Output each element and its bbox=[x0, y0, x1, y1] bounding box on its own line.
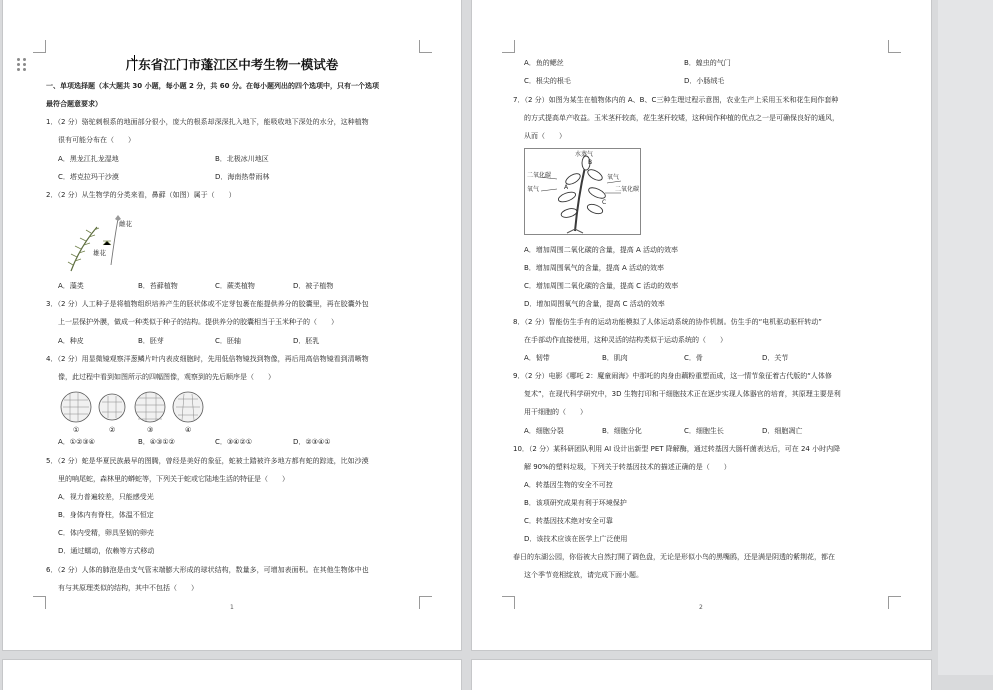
fig7-label-c: C bbox=[602, 199, 607, 206]
q8-option-c: C．骨 bbox=[684, 354, 703, 362]
fig7-label-vapor: 水蒸气 bbox=[575, 151, 594, 158]
fig4-mark-2: ② bbox=[109, 426, 116, 434]
q3-option-c: C．胚轴 bbox=[215, 337, 241, 345]
crop-mark-bl bbox=[33, 596, 46, 609]
passage-intro-cont: 这个季节竞相绽放，请完成下面小题。 bbox=[524, 571, 643, 579]
q10-option-b: B．该项研究成果有利于环境保护 bbox=[524, 499, 627, 507]
fig7-label-co2-right: 二氧化碳 bbox=[615, 186, 640, 193]
q8-stem: 8．（2 分）智能仿生手有的运动功能模拟了人体运动系统的协作机制。仿生手的“电机驱动驱杆转动” bbox=[513, 318, 822, 326]
q6-option-d: D．小肠绒毛 bbox=[684, 77, 725, 85]
q3-option-d: D．胚乳 bbox=[293, 337, 320, 345]
q9-stem: 9．（2 分）电影《哪吒 2：魔童闹海》中那吒的肉身由藕粉重塑而成，这一情节象征着古代版的“人体修 bbox=[513, 372, 832, 380]
fig2-label-female: 雌花 bbox=[119, 220, 132, 228]
crop-mark-tr bbox=[419, 40, 432, 53]
q8-stem-cont: 在手部动作直接使用，这种灵活的结构类似于运动系统的（ ） bbox=[524, 336, 727, 344]
page-number-2: 2 bbox=[699, 604, 703, 611]
fig4-mark-4: ④ bbox=[185, 426, 192, 434]
section-heading-cont: 最符合题意要求） bbox=[46, 100, 102, 108]
q10-stem-cont: 解 90%的塑料垃圾，下列关于转基因技术的描述正确的是（ ） bbox=[524, 463, 731, 471]
page-4-preview bbox=[472, 660, 931, 690]
right-gutter bbox=[938, 0, 993, 675]
q9-stem-cont2: 用干细胞的（ ） bbox=[524, 408, 587, 416]
q5-option-d: D．通过蠕动，依赖等方式移动 bbox=[58, 547, 155, 555]
q7-stem: 7．（2 分）如图为某生在植物体内的 A、B、C三种生理过程示意图，农业生产上采用玉米和花生间作套种 bbox=[513, 96, 839, 104]
q9-option-a: A．细胞分裂 bbox=[524, 427, 564, 435]
q8-option-d: D．关节 bbox=[762, 354, 789, 362]
q10-option-a: A．转基因生物的安全不可控 bbox=[524, 481, 613, 489]
q3-option-b: B．胚芽 bbox=[138, 337, 164, 345]
q8-option-b: B．肌肉 bbox=[602, 354, 628, 362]
q5-option-c: C．体内受精，卵具坚韧的卵壳 bbox=[58, 529, 154, 537]
q1-option-b: B．北极冰川地区 bbox=[215, 155, 269, 163]
q5-stem: 5．（2 分）蛇是华夏民族最早的图腾，曾经是美好的象征，蛇被土踏被许多地方都有蛇的踪迹，比如沙漠 bbox=[46, 457, 369, 465]
q2-option-a: A．藻类 bbox=[58, 282, 84, 290]
q6-stem: 6．（2 分）人体的肺泡是由支气管末端膨大形成的球状结构，数量多，可增加表面积。在其他生物体中也 bbox=[46, 566, 369, 574]
q9-stem-cont1: 复术”，在现代科学研究中，3D 生物打印和干细胞技术正在逐步实现人体器官的培育，其原理主要是利 bbox=[524, 390, 841, 398]
q10-option-d: D．该技术应该在医学上广泛使用 bbox=[524, 535, 628, 543]
crop-mark-br bbox=[888, 596, 901, 609]
plant-figure bbox=[524, 148, 641, 235]
q7-option-a: A．增加周围二氧化碳的含量，提高 A 活动的效率 bbox=[524, 246, 679, 254]
fig7-label-o2-left: 氧气 bbox=[527, 186, 540, 193]
q7-stem-cont1: 的方式提高单产收益。玉米茎秆较高，花生茎秆较矮，这种间作种植的优点之一是可确保良好的通风， bbox=[524, 114, 839, 122]
q1-option-a: A．黑龙江扎龙湿地 bbox=[58, 155, 119, 163]
q7-option-c: C．增加周围二氧化碳的含量，提高 C 活动的效率 bbox=[524, 282, 679, 290]
q2-option-d: D．被子植物 bbox=[293, 282, 334, 290]
q6-option-a: A．鱼的鳃丝 bbox=[524, 59, 564, 67]
q9-option-d: D．细胞凋亡 bbox=[762, 427, 803, 435]
q4-stem-cont: 像，此过程中看到如图所示的四幅图像，观察到的先后顺序是（ ） bbox=[58, 373, 275, 381]
page-3-preview bbox=[3, 660, 461, 690]
q5-stem-cont: 里的响尾蛇，森林里的蟒蛇等，下列关于蛇或它陆地生活的特征是（ ） bbox=[58, 475, 289, 483]
q4-option-d: D．②③④① bbox=[293, 438, 331, 446]
q1-stem-cont: 很有可能分布在（ ） bbox=[58, 136, 135, 144]
q1-stem: 1．（2 分）骆驼刺根系的地面部分很小，庞大的根系却深深扎入地下，能吸收地下深处的水分，这种植物 bbox=[46, 118, 369, 126]
q5-option-b: B．身体内有脊柱，体温不恒定 bbox=[58, 511, 154, 519]
q7-option-b: B．增加周围氧气的含量，提高 A 活动的效率 bbox=[524, 264, 665, 272]
q5-option-a: A．视力普遍较差，只能感受光 bbox=[58, 493, 154, 501]
crop-mark-bl bbox=[502, 596, 515, 609]
q2-stem: 2．（2 分）从生物学的分类来看，鼻藓（如图）属于（ ） bbox=[46, 191, 236, 199]
page-2 bbox=[472, 0, 931, 650]
q6-option-b: B．蝗虫的气门 bbox=[684, 59, 731, 67]
q6-stem-cont: 有与其原理类似的结构，其中不包括（ ） bbox=[58, 584, 198, 592]
q3-stem-cont: 上一层保护外膜，做成一种类似于种子的结构。提供养分的胶囊相当于玉米种子的（ ） bbox=[58, 318, 338, 326]
q3-option-a: A．种皮 bbox=[58, 337, 84, 345]
page-title: 广东省江门市蓬江区中考生物一模试卷 bbox=[125, 57, 339, 72]
page-number-1: 1 bbox=[230, 604, 234, 611]
q9-option-c: C．细胞生长 bbox=[684, 427, 724, 435]
section-heading: 一、单项选择题（本大题共 30 小题，每小题 2 分，共 60 分。在每小题列出的四个选项中，只有一个选项 bbox=[46, 82, 379, 90]
q4-option-b: B．④③①② bbox=[138, 438, 175, 446]
fig7-label-b: B bbox=[588, 159, 593, 166]
q4-option-a: A．①②③④ bbox=[58, 438, 95, 446]
microscope-figure bbox=[58, 390, 218, 436]
moss-figure bbox=[63, 205, 143, 275]
fig7-label-o2-right: 氧气 bbox=[607, 174, 620, 181]
passage-intro: 春日的东湖公园，你俗被大自然打開了调色盘，无论是形似小鸟的黑嘴鸥，还是满是阴透的紫荆花，都在 bbox=[513, 553, 835, 561]
q4-option-c: C．③④②① bbox=[215, 438, 252, 446]
q10-stem: 10．（2 分）某科研团队利用 AI 设计出新型 PET 降解酶，通过转基因大肠杆菌表达后，可在 24 小时内降 bbox=[513, 445, 841, 453]
q2-option-b: B．苔藓植物 bbox=[138, 282, 178, 290]
q6-option-c: C．根尖的根毛 bbox=[524, 77, 571, 85]
fig2-label-male: 雄花 bbox=[93, 249, 106, 257]
q2-option-c: C．蕨类植物 bbox=[215, 282, 255, 290]
crop-mark-tl bbox=[33, 40, 46, 53]
q4-stem: 4．（2 分）用显微镜观察洋葱鳞片叶内表皮细胞时，先用低倍物镜找到物像，再后用高倍物镜看到清晰物 bbox=[46, 355, 369, 363]
fig7-label-a: A bbox=[564, 184, 569, 191]
fig4-mark-1: ① bbox=[73, 426, 80, 434]
page-1 bbox=[3, 0, 461, 650]
q8-option-a: A．韧带 bbox=[524, 354, 550, 362]
q9-option-b: B．细胞分化 bbox=[602, 427, 642, 435]
crop-mark-tr bbox=[888, 40, 901, 53]
fig4-mark-3: ③ bbox=[147, 426, 154, 434]
q7-stem-cont2: 从而（ ） bbox=[524, 132, 566, 140]
q1-option-d: D．海南热带雨林 bbox=[215, 173, 270, 181]
q10-option-c: C．转基因技术绝对安全可靠 bbox=[524, 517, 613, 525]
q3-stem: 3．（2 分）人工种子是将植物组织培养产生的胚状体或不定芽包裹在能提供养分的胶囊里，再在胶囊外包 bbox=[46, 300, 369, 308]
q7-option-d: D．增加周围氧气的含量，提高 C 活动的效率 bbox=[524, 300, 665, 308]
crop-mark-tl bbox=[502, 40, 515, 53]
q1-option-c: C．塔克拉玛干沙漠 bbox=[58, 173, 119, 181]
crop-mark-br bbox=[419, 596, 432, 609]
fig7-label-co2-left: 二氧化碳 bbox=[527, 172, 552, 179]
